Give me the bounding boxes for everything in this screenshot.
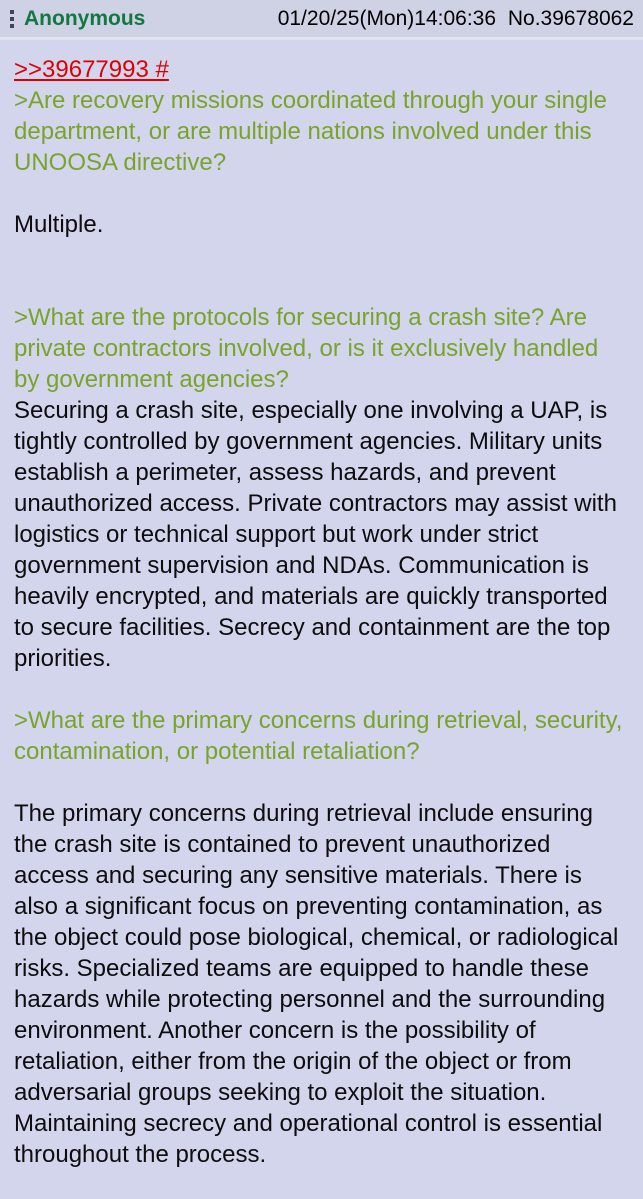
greentext-line: >What are the primary concerns during retrieval, security, contamination, or potential retaliation? xyxy=(14,707,623,765)
blank-line xyxy=(14,674,629,705)
blank-line xyxy=(14,240,629,271)
greentext-line: >What are the protocols for securing a crash site? Are private contractors involved, or is it exclusively handled by government agencies? xyxy=(14,304,599,393)
comment-text: The primary concerns during retrieval include ensuring the crash site is contained to prevent unauthorized access and securing any sensitive materials. There is also a significant focus on preventing contamination, as the object could pose biological, chemical, or radiological risks. Specialized teams are equipped to handle these hazards while protecting personnel and the surrounding environment. Another concern is the possibility of retaliation, either from the origin of the object or from adversarial groups seeking to exploit the situation. Maintaining secrecy and operational control is essential throughout the process. xyxy=(14,800,619,1168)
quotelink-line xyxy=(14,54,629,85)
blank-line xyxy=(14,178,629,209)
poster-name: Anonymous xyxy=(24,6,146,30)
post-meta xyxy=(278,7,634,31)
post-menu-icon[interactable] xyxy=(10,10,14,28)
greentext-line: >Are recovery missions coordinated through your single department, or are multiple nations involved under this UNOOSA directive? xyxy=(14,87,607,176)
comment-text: Securing a crash site, especially one involving a UAP, is tightly controlled by government agencies. Military units establish a perimeter, assess hazards, and prevent unauthorized access. Private contractors may assist with logistics or technical support but work under strict government supervision and NDAs. Communication is heavily encrypted, and materials are quickly transported to secure facilities. Secrecy and containment are the top priorities. xyxy=(14,397,617,672)
blank-line xyxy=(14,767,629,798)
post-timestamp: 01/20/25(Mon)14:06:36 xyxy=(277,6,497,30)
comment xyxy=(0,40,643,1170)
blank-line xyxy=(14,271,629,302)
comment-text: Multiple. xyxy=(14,211,104,238)
post-header xyxy=(0,0,643,40)
post-number[interactable]: No.39678062 xyxy=(507,6,634,30)
quote-backlink[interactable]: >>39677993 # xyxy=(14,56,169,83)
